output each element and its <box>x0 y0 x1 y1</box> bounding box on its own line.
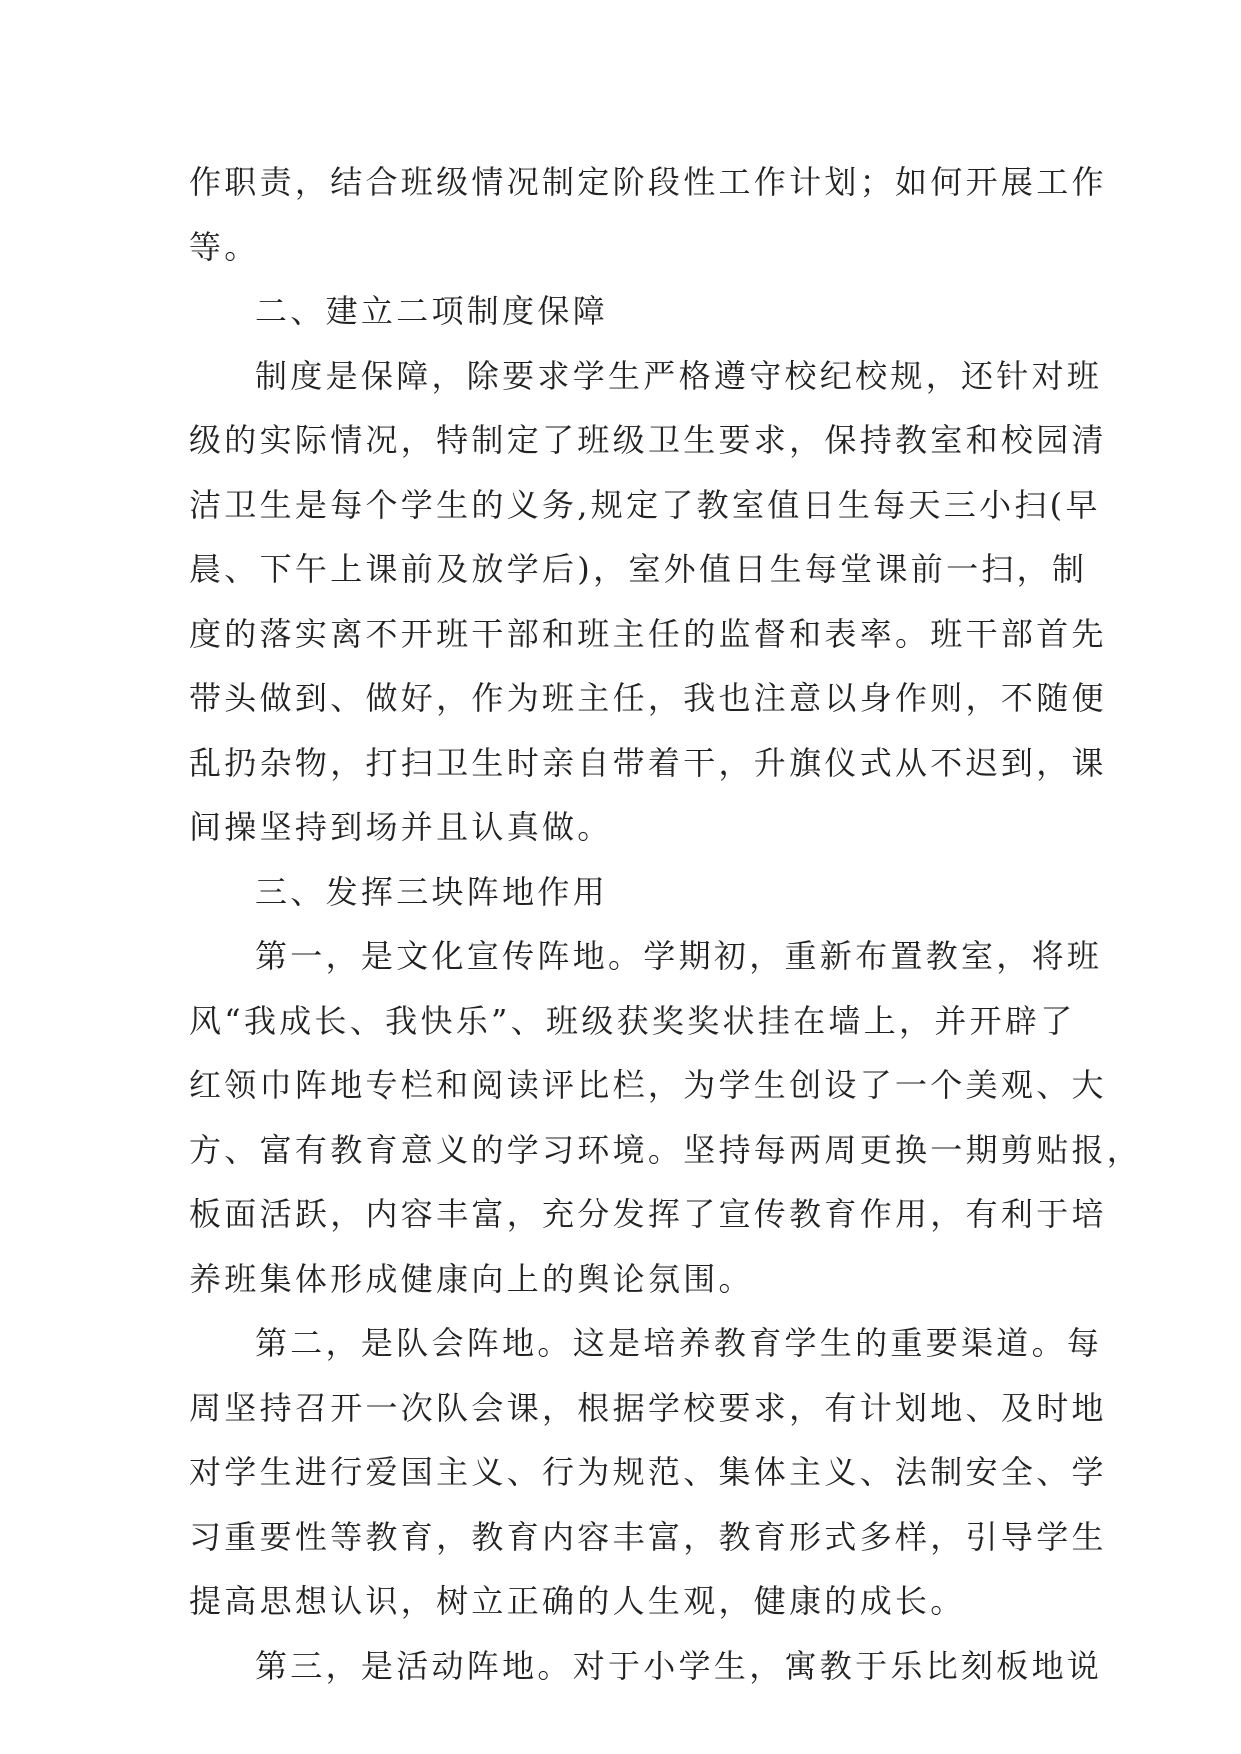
section-heading-3: 三、发挥三块阵地作用 <box>255 872 609 911</box>
text-line: 间操坚持到场并且认真做。 <box>189 808 613 846</box>
text-line: 洁卫生是每个学生的义务,规定了教室值日生每天三小扫(早 <box>189 485 1101 524</box>
text-line: 方、富有教育意义的学习环境。坚持每两周更换一期剪贴报， <box>189 1130 1143 1169</box>
text-line: 红领巾阵地专栏和阅读评比栏，为学生创设了一个美观、大 <box>189 1066 1107 1104</box>
text-line: 习重要性等教育，教育内容丰富，教育形式多样，引导学生 <box>189 1517 1107 1556</box>
text-line: 周坚持召开一次队会课，根据学校要求，有计划地、及时地 <box>189 1388 1107 1427</box>
section-heading-2: 二、建立二项制度保障 <box>255 292 609 330</box>
text-line: 板面活跃，内容丰富，充分发挥了宣传教育作用，有利于培 <box>189 1195 1107 1233</box>
text-line: 提高思想认识，树立正确的人生观，健康的成长。 <box>189 1582 966 1620</box>
text-line: 作职责，结合班级情况制定阶段性工作计划；如何开展工作 <box>189 163 1107 201</box>
text-line: 风“我成长、我快乐”、班级获奖奖状挂在墙上，并开辟了 <box>189 1001 1076 1040</box>
text-line: 级的实际情况，特制定了班级卫生要求，保持教室和校园清 <box>189 421 1107 459</box>
text-line: 对学生进行爱国主义、行为规范、集体主义、法制安全、学 <box>189 1453 1107 1491</box>
paragraph-start: 第二，是队会阵地。这是培养教育学生的重要渠道。每 <box>255 1324 1103 1362</box>
text-line: 度的落实离不开班干部和班主任的监督和表率。班干部首先 <box>189 614 1107 653</box>
document-body <box>189 150 1143 1698</box>
paragraph-start: 制度是保障，除要求学生严格遵守校纪校规，还针对班 <box>255 356 1103 395</box>
paragraph-start: 第三，是活动阵地。对于小学生，寓教于乐比刻板地说 <box>255 1646 1103 1685</box>
text-line: 乱扔杂物，打扫卫生时亲自带着干，升旗仪式从不迟到，课 <box>189 743 1107 782</box>
paragraph-start: 第一，是文化宣传阵地。学期初，重新布置教室，将班 <box>255 937 1103 975</box>
text-line: 养班集体形成健康向上的舆论氛围。 <box>189 1259 754 1298</box>
text-line: 带头做到、做好，作为班主任，我也注意以身作则，不随便 <box>189 679 1107 717</box>
text-line: 晨、下午上课前及放学后)，室外值日生每堂课前一扫，制 <box>189 550 1088 588</box>
text-line: 等。 <box>189 227 260 266</box>
